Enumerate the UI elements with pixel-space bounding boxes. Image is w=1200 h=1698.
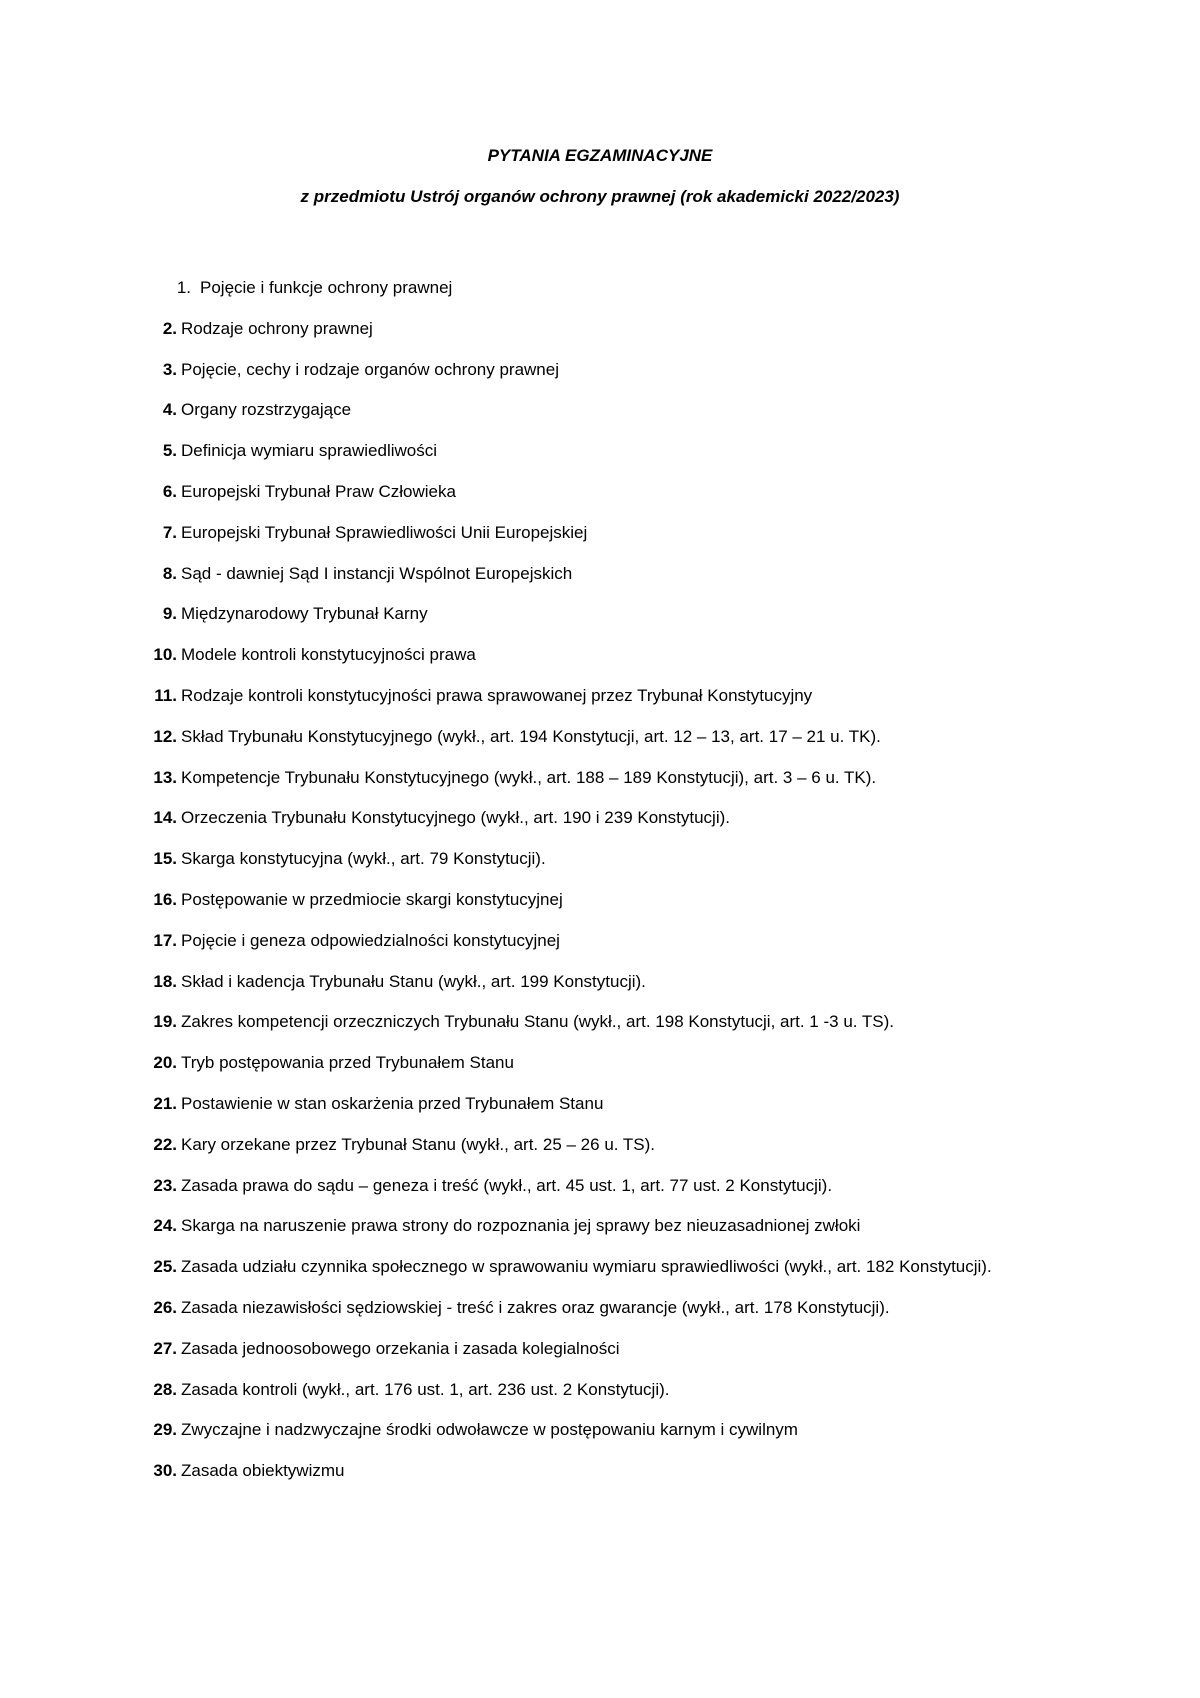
question-number: 13. (153, 767, 177, 787)
question-item (145, 1370, 1075, 1411)
question-text: Sąd - dawniej Sąd I instancji Wspólnot Europejskich (181, 563, 573, 583)
question-number: 17. (153, 930, 177, 950)
question-item (145, 1166, 1075, 1207)
question-item (145, 350, 1075, 391)
question-item (145, 268, 1075, 309)
question-number: 16. (153, 889, 177, 909)
question-number: 28. (153, 1379, 177, 1399)
question-number: 12. (153, 726, 177, 746)
question-text: Zasada jednoosobowego orzekania i zasada kolegialności (181, 1338, 620, 1358)
question-number: 14. (153, 808, 177, 828)
question-text: Europejski Trybunał Sprawiedliwości Unii Europejskiej (181, 522, 588, 542)
question-item (145, 1247, 1075, 1288)
question-item (145, 921, 1075, 962)
question-text: Pojęcie i geneza odpowiedzialności konstytucyjnej (181, 930, 560, 950)
question-number: 10. (153, 645, 177, 665)
question-number: 29. (153, 1420, 177, 1440)
question-text: Kompetencje Trybunału Konstytucyjnego (wykł., art. 188 – 189 Konstytucji), art. 3 – 6 u. TK). (181, 767, 877, 787)
question-number: 20. (153, 1053, 177, 1073)
question-item (145, 635, 1075, 676)
question-number: 25. (153, 1257, 177, 1277)
question-item (145, 1206, 1075, 1247)
question-number: 8. (162, 563, 177, 583)
question-text: Międzynarodowy Trybunał Karny (181, 604, 428, 624)
question-text: Orzeczenia Trybunału Konstytucyjnego (wykł., art. 190 i 239 Konstytucji). (181, 808, 730, 828)
question-number: 4. (162, 400, 177, 420)
question-item (145, 1410, 1075, 1451)
question-number: 27. (153, 1338, 177, 1358)
question-item (145, 962, 1075, 1003)
question-item (145, 717, 1075, 758)
question-text: Europejski Trybunał Praw Człowieka (181, 481, 456, 501)
question-number: 6. (162, 481, 177, 501)
question-item (145, 1451, 1075, 1492)
document-subtitle: z przedmiotu Ustrój organów ochrony prawnej (rok akademicki 2022/2023) (300, 187, 900, 206)
question-text: Zasada kontroli (wykł., art. 176 ust. 1, art. 236 ust. 2 Konstytucji). (181, 1379, 670, 1399)
question-number: 2. (162, 318, 177, 338)
question-number: 7. (162, 522, 177, 542)
question-number: 3. (162, 359, 177, 379)
question-text: Organy rozstrzygające (181, 400, 352, 420)
question-text: Modele kontroli konstytucyjności prawa (181, 645, 476, 665)
question-text: Pojęcie i funkcje ochrony prawnej (200, 278, 453, 297)
question-text: Rodzaje kontroli konstytucyjności prawa sprawowanej przez Trybunał Konstytucyjny (181, 685, 813, 705)
question-text: Tryb postępowania przed Trybunałem Stanu (181, 1053, 514, 1073)
question-text: Rodzaje ochrony prawnej (181, 318, 373, 338)
question-number: 1. (176, 278, 191, 297)
question-number: 21. (153, 1093, 177, 1113)
question-text: Skarga konstytucyjna (wykł., art. 79 Konstytucji). (181, 849, 546, 869)
question-number: 26. (153, 1297, 177, 1317)
question-number: 11. (154, 685, 177, 705)
question-number: 19. (153, 1012, 177, 1032)
question-number: 15. (153, 849, 177, 869)
question-item (145, 798, 1075, 839)
question-item (145, 594, 1075, 635)
question-text: Zasada obiektywizmu (181, 1461, 345, 1481)
question-item (145, 431, 1075, 472)
question-text: Definicja wymiaru sprawiedliwości (181, 441, 438, 461)
question-text: Skład Trybunału Konstytucyjnego (wykł., art. 194 Konstytucji, art. 12 – 13, art. 17 – 21 u. TK). (181, 726, 881, 746)
question-text: Zasada prawa do sądu – geneza i treść (wykł., art. 45 ust. 1, art. 77 ust. 2 Konstytucji). (181, 1175, 833, 1195)
question-item (145, 309, 1075, 350)
question-number: 23. (153, 1175, 177, 1195)
document-title: PYTANIA EGZAMINACYJNE (487, 146, 713, 165)
question-number: 30. (153, 1461, 177, 1481)
question-item (145, 676, 1075, 717)
question-item (145, 1002, 1075, 1043)
question-text: Zasada niezawisłości sędziowskiej - treść i zakres oraz gwarancje (wykł., art. 178 Konstytucji). (181, 1297, 890, 1317)
question-text: Postawienie w stan oskarżenia przed Trybunałem Stanu (181, 1093, 604, 1113)
question-number: 18. (153, 971, 177, 991)
question-text: Pojęcie, cechy i rodzaje organów ochrony prawnej (181, 359, 559, 379)
question-item (145, 839, 1075, 880)
question-text: Skarga na naruszenie prawa strony do rozpoznania jej sprawy bez nieuzasadnionej zwłoki (181, 1216, 861, 1236)
question-text: Kary orzekane przez Trybunał Stanu (wykł., art. 25 – 26 u. TS). (181, 1134, 656, 1154)
question-number: 9. (162, 604, 177, 624)
question-item (145, 1125, 1075, 1166)
question-item (145, 1288, 1075, 1329)
question-text: Postępowanie w przedmiocie skargi konstytucyjnej (181, 889, 563, 909)
question-item (145, 554, 1075, 595)
question-list (145, 268, 1075, 1492)
question-item (145, 513, 1075, 554)
question-number: 24. (153, 1216, 177, 1236)
question-number: 22. (153, 1134, 177, 1154)
question-text: Zakres kompetencji orzeczniczych Trybunału Stanu (wykł., art. 198 Konstytucji, art. 1 -3 u. TS). (181, 1012, 895, 1032)
question-item (145, 880, 1075, 921)
question-item (145, 1329, 1075, 1370)
question-item (145, 758, 1075, 799)
question-item (145, 472, 1075, 513)
question-item (145, 1043, 1075, 1084)
question-item (145, 390, 1075, 431)
question-text: Skład i kadencja Trybunału Stanu (wykł., art. 199 Konstytucji). (181, 971, 646, 991)
question-text: Zasada udziału czynnika społecznego w sprawowaniu wymiaru sprawiedliwości (wykł., art. 182 Konstytucji). (181, 1257, 992, 1277)
question-number: 5. (162, 441, 177, 461)
question-text: Zwyczajne i nadzwyczajne środki odwoławcze w postępowaniu karnym i cywilnym (181, 1420, 798, 1440)
question-item (145, 1084, 1075, 1125)
